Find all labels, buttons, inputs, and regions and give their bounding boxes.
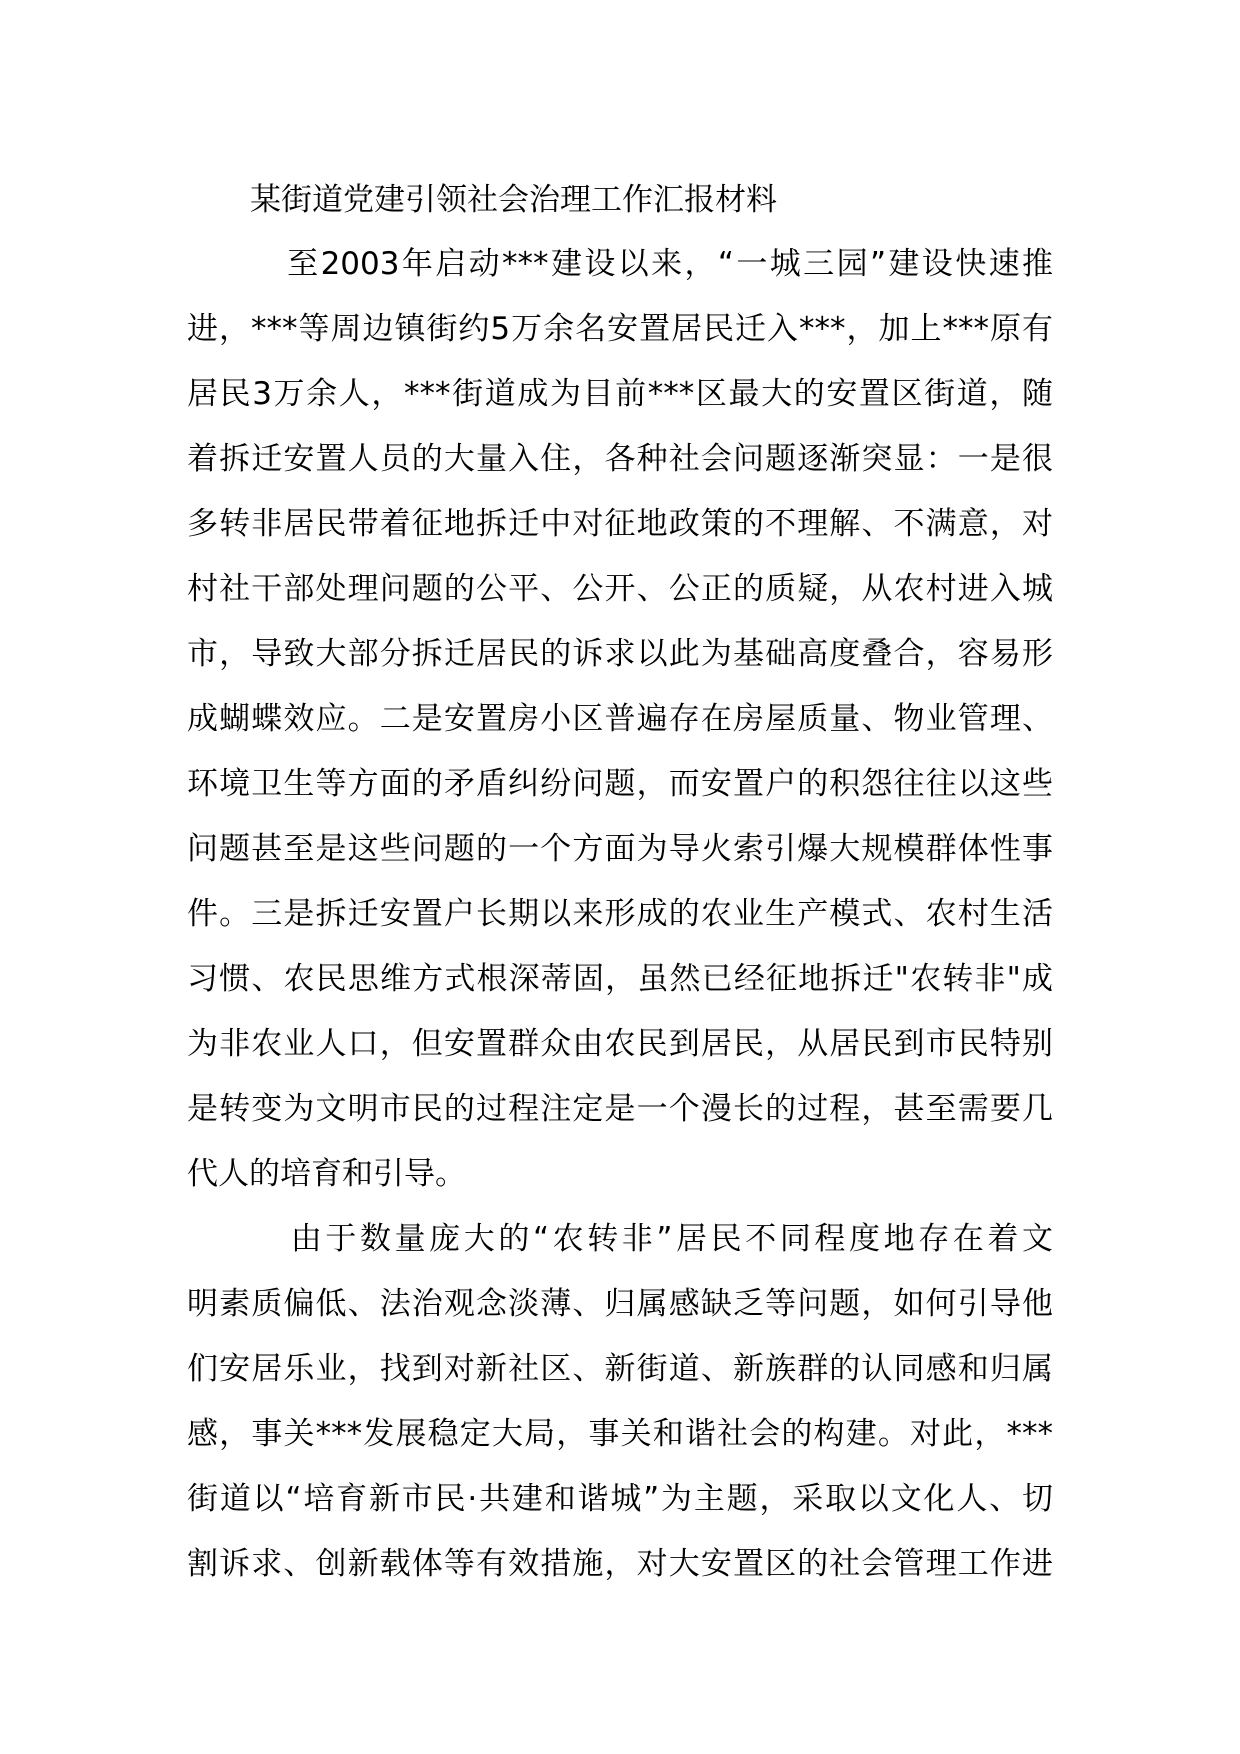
- text-line: 市，导致大部分拆迁居民的诉求以此为基础高度叠合，容易形: [187, 636, 1053, 672]
- text-line: 割诉求、创新载体等有效措施，对大安置区的社会管理工作进: [187, 1546, 1053, 1582]
- text-line: 着拆迁安置人员的大量入住，各种社会问题逐渐突显：一是很: [187, 441, 1053, 477]
- text-line: 明素质偏低、法治观念淡薄、归属感缺乏等问题，如何引导他: [187, 1286, 1053, 1322]
- text-line: 成蝴蝶效应。二是安置房小区普遍存在房屋质量、物业管理、: [187, 701, 1053, 737]
- paragraph-1: [187, 232, 1053, 1207]
- text-line: 进，***等周边镇街约5万余名安置居民迁入***，加上***原有: [187, 311, 1053, 347]
- text-line: 感，事关***发展稳定大局，事关和谐社会的构建。对此，***: [187, 1416, 1053, 1452]
- text-line: 至2003年启动***建设以来，“一城三园”建设快速推: [187, 246, 1053, 282]
- text-line: 由于数量庞大的“农转非”居民不同程度地存在着文: [187, 1221, 1053, 1257]
- text-line: 问题甚至是这些问题的一个方面为导火索引爆大规模群体性事: [187, 831, 1053, 867]
- paragraph-2: [187, 1207, 1053, 1597]
- text-line: 街道以“培育新市民·共建和谐城”为主题，采取以文化人、切: [187, 1481, 1053, 1517]
- text-line: 为非农业人口，但安置群众由农民到居民，从居民到市民特别: [187, 1026, 1053, 1062]
- text-line: 村社干部处理问题的公平、公开、公正的质疑，从农村进入城: [187, 571, 1053, 607]
- text-line: 环境卫生等方面的矛盾纠纷问题，而安置户的积怨往往以这些: [187, 766, 1053, 802]
- text-line: 习惯、农民思维方式根深蒂固，虽然已经征地拆迁"农转非"成: [187, 961, 1053, 997]
- text-line: 代人的培育和引导。: [187, 1156, 466, 1192]
- text-line: 居民3万余人，***街道成为目前***区最大的安置区街道，随: [187, 376, 1053, 412]
- document-title: 某街道党建引领社会治理工作汇报材料: [250, 182, 777, 218]
- text-line: 是转变为文明市民的过程注定是一个漫长的过程，甚至需要几: [187, 1091, 1053, 1127]
- text-line: 件。三是拆迁安置户长期以来形成的农业生产模式、农村生活: [187, 896, 1053, 932]
- text-line: 们安居乐业，找到对新社区、新街道、新族群的认同感和归属: [187, 1351, 1053, 1387]
- text-line: 多转非居民带着征地拆迁中对征地政策的不理解、不满意，对: [187, 506, 1053, 542]
